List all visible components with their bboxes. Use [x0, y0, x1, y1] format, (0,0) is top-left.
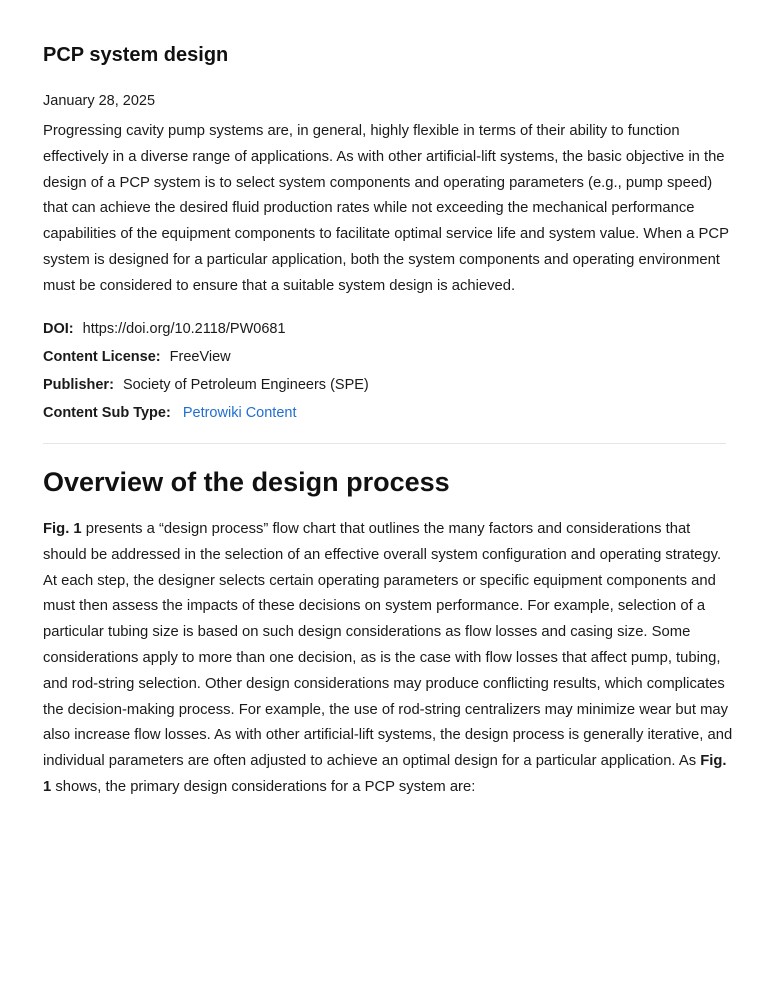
section-title: Overview of the design process — [43, 467, 450, 497]
license-label: Content License: — [43, 349, 161, 365]
meta-license — [43, 347, 231, 367]
doi-label: DOI: — [43, 321, 74, 337]
section-text-part-1: presents a “design process” flow chart that outlines the many factors and considerations that should be addressed in the selection of an effective overall system configuration and operating strategy. At each step, the designer selects certain operating parameters or specific equipment components and must then assess the impacts of these decisions on system performance. For example, selection of a particular tubing size is based on such design considerations as flow losses and casing size. Some considerations apply to more than one decision, as is the case with flow losses that affect pump, tubing, and rod-string selection. Other design considerations may produce conflicting results, which complicates the decision-making process. For example, the use of rod-string centralizers may minimize wear but may also increase flow losses. As with other artificial-lift systems, the design process is generally iterative, and individual parameters are often adjusted to achieve an optimal design for a particular application. As — [43, 521, 733, 770]
section-text-part-2: shows, the primary design considerations for a PCP system are: — [51, 778, 476, 795]
article-intro: Progressing cavity pump systems are, in general, highly flexible in terms of their ability to function effectively in a diverse range of applications. As with other artificial-lift systems, the basic objective in the design of a PCP system is to select system components and operating parameters (e.g., pump speed) that can achieve the desired fluid production rates while not exceeding the mechanical performance capabilities of the equipment components to facilitate optimal service life and system value. When a PCP system is designed for a particular application, both the system components and operating environment must be considered to ensure that a suitable system design is achieved. — [43, 123, 729, 294]
fig-1-reference-2: Fig. 1 — [43, 753, 727, 795]
meta-content-subtype — [43, 403, 296, 423]
section-body — [43, 517, 733, 801]
article-title: PCP system design — [43, 44, 229, 66]
section-divider — [43, 443, 726, 444]
meta-doi — [43, 319, 286, 339]
publisher-label: Publisher: — [43, 377, 114, 393]
license-value: FreeView — [169, 349, 231, 365]
publisher-value: Society of Petroleum Engineers (SPE) — [122, 377, 369, 393]
meta-publisher — [43, 375, 369, 395]
subtype-label: Content Sub Type: — [43, 405, 171, 421]
doi-value: https://doi.org/10.2118/PW0681 — [82, 321, 286, 337]
article-date: January 28, 2025 — [43, 93, 156, 109]
petrowiki-content-link[interactable]: Petrowiki Content — [182, 405, 297, 421]
fig-1-reference: Fig. 1 — [43, 521, 82, 537]
